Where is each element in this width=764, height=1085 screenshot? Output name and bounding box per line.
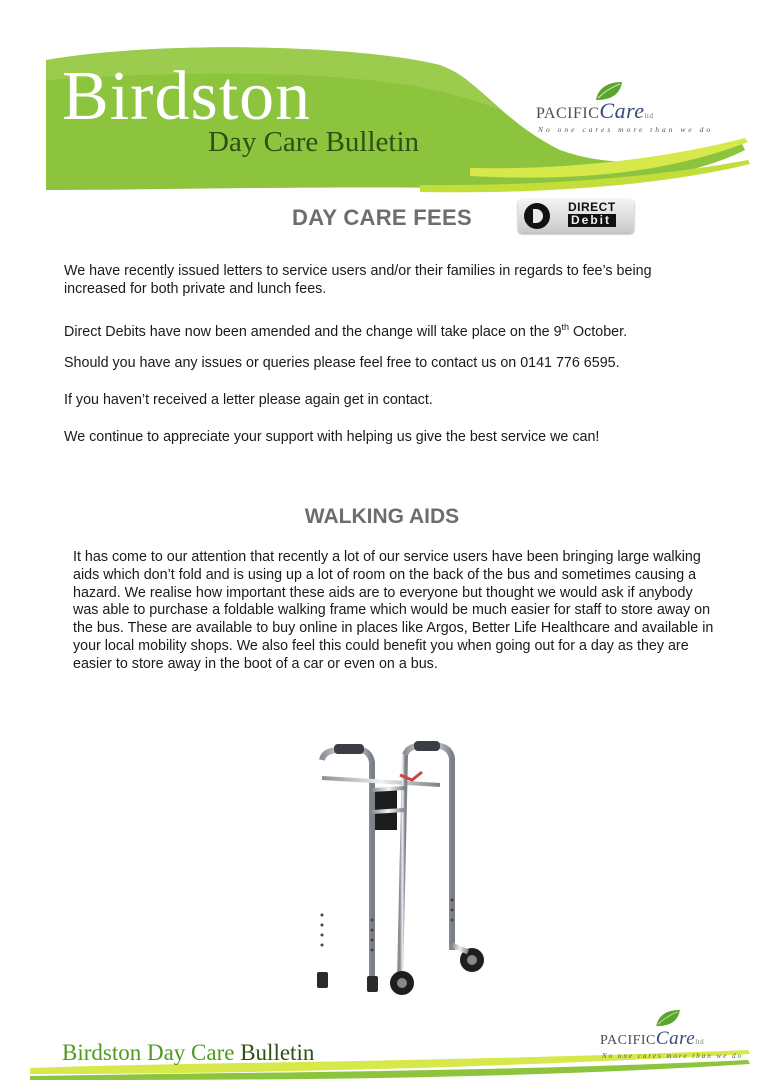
- walking-aids-paragraph: It has come to our attention that recently a lot of our service users have been bringing large walking aids which don’t fold and is using up a lot of room on the back of the bus and sometimes causing a hazard. We realise how important these aids are to everyone but thought we would ask if anybody was able to purchase a foldable walking frame which would be much easier for staff to store away on the bus. These are available to buy online in places like Argos, Better Life Healthcare and available in your local mobility shops. We also feel this could benefit you when going out for a day as they are easier to store away in the boot of a car or even on a bus.: [73, 549, 714, 672]
- bulletin-subtitle: Day Care Bulletin: [208, 126, 420, 158]
- logo-suffix: ltd: [644, 112, 654, 120]
- logo-tagline: No one cares more than we do: [538, 125, 714, 134]
- logo-script: Care: [599, 98, 645, 123]
- direct-debit-logo: [518, 199, 634, 233]
- fees-heading: DAY CARE FEES: [292, 205, 472, 230]
- footer-logo-suffix: ltd: [695, 1038, 705, 1046]
- footer-leaf-icon: [654, 1008, 684, 1028]
- footer-logo-tagline: No one cares more than we do: [602, 1052, 744, 1060]
- fees-paragraph-3: Should you have any issues or queries please feel free to contact us on 0141 776 6595.: [64, 355, 620, 371]
- header-banner: [0, 0, 764, 200]
- bulletin-title: Birdston: [62, 58, 312, 135]
- fees-paragraph-1: We have recently issued letters to service users and/or their families in regards to fee’s being increased for both private and lunch fees.: [64, 263, 652, 297]
- footer-logo-script: Care: [655, 1028, 696, 1049]
- pacific-care-logo: [536, 80, 714, 140]
- logo-name: PACIFIC: [536, 105, 600, 122]
- direct-debit-icon: [524, 203, 550, 229]
- footer-logo-name: PACIFIC: [600, 1033, 656, 1048]
- footer-pacific-care-logo: [600, 1008, 750, 1068]
- fees-paragraph-5: We continue to appreciate your support with helping us give the best service we can!: [64, 429, 600, 445]
- walking-aids-heading: WALKING AIDS: [304, 505, 460, 528]
- fees-paragraph-4: If you haven’t received a letter please again get in contact.: [64, 392, 433, 408]
- footer-title: Birdston Day Care Bulletin: [62, 1040, 315, 1065]
- walking-frame-image: [300, 740, 500, 1005]
- direct-debit-line2: Debit: [568, 214, 616, 227]
- fees-paragraph-2: Direct Debits have now been amended and the change will take place on the 9th October.: [64, 322, 628, 340]
- direct-debit-line1: DIRECT: [568, 200, 616, 214]
